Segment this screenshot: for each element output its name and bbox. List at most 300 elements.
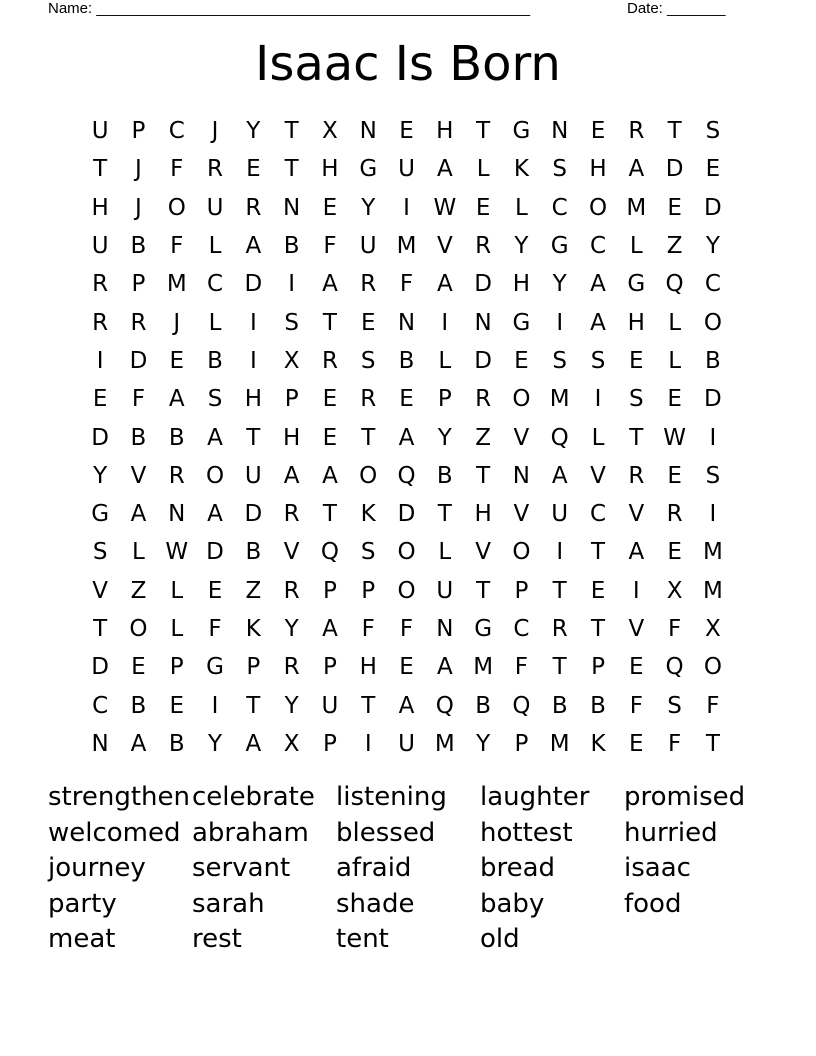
grid-cell: A [207,501,223,528]
grid-cell: F [131,386,146,413]
grid-cell: T [590,616,606,642]
grid-cell: G [512,118,531,145]
grid-cell: F [208,616,222,642]
grid-cell: C [207,271,224,298]
grid-cell: E [169,692,185,719]
grid-cell: O [512,386,531,413]
word-list-item: strengthen [48,782,190,812]
grid-cell: Y [437,424,452,451]
page-title: Isaac Is Born [255,36,561,92]
word-list-item: journey [48,853,146,883]
grid-cell: T [705,730,720,757]
grid-cell: S [705,462,721,489]
grid-cell: E [590,118,606,145]
grid-cell: R [283,577,300,604]
grid-cell: B [130,692,147,719]
grid-cell: T [476,577,491,604]
grid-cell: N [359,118,377,145]
grid-cell: B [168,424,185,451]
grid-cell: E [629,347,644,374]
grid-cell: A [207,424,223,451]
grid-cell: W [165,539,189,566]
grid-cell: O [397,577,416,604]
grid-cell: P [322,730,337,757]
grid-cell: O [205,462,225,489]
grid-cell: I [211,692,219,719]
grid-cell: P [322,577,337,604]
grid-cell: U [321,692,339,719]
grid-cell: V [590,462,606,489]
grid-cell: P [361,577,376,604]
grid-cell: J [135,194,142,221]
grid-cell: M [626,194,647,221]
grid-cell: I [556,309,564,336]
grid-cell: N [551,118,569,145]
grid-cell: E [705,156,721,183]
grid-cell: C [551,194,568,221]
grid-cell: G [512,309,531,336]
grid-cell: Q [320,539,339,566]
grid-cell: F [170,156,184,183]
word-list-item: hottest [480,817,573,848]
grid-cell: Y [284,692,299,719]
grid-cell: M [702,577,723,604]
grid-cell: O [703,309,722,336]
word-list-item: food [624,888,682,919]
grid-cell: E [399,654,414,681]
grid-cell: F [667,730,682,757]
grid-cell: F [323,233,337,260]
grid-cell: V [628,501,645,528]
grid-cell: H [359,654,377,681]
grid-cell: T [552,654,567,681]
word-list-item: old [480,924,520,954]
grid-cell: O [703,654,722,681]
grid-cell: Q [397,462,416,489]
grid-cell: L [208,233,222,260]
grid-cell: A [436,654,453,681]
grid-cell: A [590,271,606,298]
grid-cell: T [667,118,682,145]
grid-cell: Z [475,424,491,451]
grid-cell: P [131,271,146,298]
grid-cell: D [129,347,148,374]
grid-cell: S [705,118,721,145]
grid-cell: A [130,730,147,757]
grid-cell: D [91,654,109,681]
grid-cell: F [629,692,643,719]
grid-cell: H [321,156,339,183]
grid-cell: I [96,347,104,374]
grid-cell: M [549,730,570,757]
grid-cell: A [436,271,453,298]
grid-cell: Z [130,577,147,604]
grid-cell: R [207,156,224,183]
grid-cell: O [588,194,608,221]
grid-cell: E [360,309,376,336]
grid-cell: A [322,616,338,642]
grid-cell: F [170,233,184,260]
grid-cell: W [663,424,686,451]
grid-cell: U [244,462,262,489]
grid-cell: P [246,654,261,681]
grid-cell: S [207,386,223,413]
grid-cell: R [283,654,300,681]
grid-cell: T [246,692,261,719]
grid-cell: F [667,616,682,642]
grid-cell: Y [93,462,108,489]
word-list [48,780,768,958]
grid-cell: L [668,309,682,336]
grid-cell: L [438,539,452,566]
grid-cell: I [709,501,717,528]
grid-cell: P [591,654,605,681]
grid-cell: Y [705,233,720,260]
grid-cell: D [91,424,109,451]
grid-cell: E [246,156,261,183]
grid-cell: B [436,462,453,489]
grid-cell: T [93,156,108,183]
grid-cell: E [399,386,414,413]
grid-cell: R [130,309,147,336]
grid-cell: S [360,539,376,566]
grid-cell: P [131,118,146,145]
grid-cell: E [667,194,682,221]
word-list-item: promised [624,782,746,812]
grid-cell: C [513,616,530,642]
grid-cell: E [399,118,414,145]
grid-cell: K [360,501,376,528]
word-list-item: welcomed [48,817,181,848]
grid-cell: L [476,156,490,183]
grid-cell: X [666,577,683,604]
grid-cell: R [551,616,568,642]
word-list-item: shade [336,888,415,919]
grid-cell: A [130,501,147,528]
grid-cell: A [551,462,568,489]
grid-cell: R [283,501,300,528]
grid-cell: B [398,347,415,374]
grid-cell: Q [550,424,569,451]
grid-cell: H [627,309,645,336]
grid-cell: R [628,118,645,145]
grid-cell: F [706,692,720,719]
grid-cell: E [169,347,185,374]
grid-cell: E [322,424,338,451]
grid-cell: A [436,156,453,183]
grid-cell: Y [208,730,223,757]
grid-cell: A [245,730,262,757]
grid-cell: B [590,692,606,719]
grid-cell: H [282,424,301,451]
grid-cell: C [589,233,607,260]
grid-cell: N [283,194,301,221]
grid-cell: P [284,386,299,413]
grid-cell: M [702,539,723,566]
grid-cell: N [168,501,186,528]
grid-cell: A [398,692,415,719]
word-list-item: blessed [336,817,436,848]
word-list-item: rest [192,924,242,954]
grid-cell: B [130,424,147,451]
grid-cell: C [92,692,109,719]
grid-cell: H [589,156,607,183]
grid-cell: T [476,118,491,145]
date-field-label: Date: _______ [627,0,726,17]
grid-cell: A [322,271,338,298]
grid-cell: V [436,233,453,260]
grid-cell: B [130,233,147,260]
grid-cell: D [704,386,722,413]
grid-cell: E [667,386,682,413]
grid-cell: M [166,271,187,298]
grid-cell: T [322,309,337,336]
grid-cell: A [168,386,185,413]
grid-cell: T [361,692,376,719]
grid-cell: C [589,501,607,528]
grid-cell: E [92,386,108,413]
grid-cell: S [667,692,682,719]
grid-cell: T [361,424,376,451]
grid-cell: B [168,730,185,757]
word-list-item: isaac [624,853,691,883]
grid-cell: T [437,501,452,528]
grid-cell: L [438,347,452,374]
grid-cell: I [632,577,640,604]
grid-cell: V [92,577,109,604]
grid-cell: I [594,386,602,413]
grid-cell: U [91,118,109,145]
grid-cell: T [590,539,606,566]
grid-cell: G [627,271,646,298]
grid-cell: V [628,616,645,642]
grid-cell: R [92,271,109,298]
grid-cell: O [129,616,148,642]
grid-cell: R [475,386,492,413]
grid-cell: L [629,233,643,260]
grid-cell: B [283,233,300,260]
grid-cell: Z [245,577,262,604]
grid-cell: M [396,233,417,260]
grid-cell: Y [514,233,529,260]
grid-cell: D [206,539,224,566]
grid-cell: X [322,118,338,145]
grid-cell: I [556,539,564,566]
grid-cell: E [667,539,682,566]
grid-cell: Y [552,271,567,298]
grid-cell: I [364,730,372,757]
grid-cell: U [398,730,415,757]
grid-cell: Q [512,692,531,719]
grid-cell: L [515,194,528,221]
grid-cell: N [436,616,454,642]
grid-cell: T [93,616,108,642]
grid-cell: T [552,577,567,604]
grid-cell: A [628,539,645,566]
grid-cell: H [474,501,492,528]
word-list-item: laughter [480,782,590,812]
grid-cell: F [399,271,414,298]
grid-cell: D [244,271,263,298]
grid-cell: T [246,424,261,451]
grid-cell: Q [665,271,684,298]
letter-grid [81,112,732,763]
grid-cell: L [668,347,682,374]
grid-cell: S [590,347,606,374]
grid-cell: P [437,386,452,413]
grid-cell: V [283,539,300,566]
grid-cell: A [283,462,300,489]
grid-cell: P [169,654,184,681]
word-list-item: abraham [192,817,309,848]
grid-cell: K [513,156,529,183]
grid-cell: E [475,194,491,221]
word-list-item: celebrate [192,782,315,812]
grid-cell: E [207,577,223,604]
grid-cell: L [208,309,222,336]
grid-cell: X [283,347,300,374]
grid-cell: R [245,194,262,221]
grid-cell: R [360,271,377,298]
grid-cell: T [284,118,299,145]
grid-cell: Q [435,692,454,719]
grid-cell: I [288,271,296,298]
grid-cell: Y [246,118,261,145]
grid-cell: E [667,462,682,489]
grid-cell: U [359,233,377,260]
grid-cell: T [322,501,337,528]
grid-cell: H [436,118,454,145]
grid-cell: S [552,156,568,183]
word-list-item: listening [336,782,447,812]
grid-cell: A [322,462,338,489]
grid-cell: N [474,309,492,336]
grid-cell: E [590,577,606,604]
grid-cell: J [173,309,181,336]
grid-cell: T [629,424,644,451]
grid-cell: E [514,347,529,374]
name-field-label: Name: ____________________________________________________ [48,0,531,17]
grid-cell: M [473,654,494,681]
grid-cell: D [665,156,684,183]
grid-cell: A [590,309,606,336]
grid-cell: Y [284,616,299,642]
grid-cell: O [359,462,378,489]
grid-cell: I [709,424,717,451]
grid-cell: D [704,194,722,221]
grid-cell: K [245,616,261,642]
grid-cell: I [403,194,410,221]
grid-cell: O [167,194,186,221]
grid-cell: G [550,233,569,260]
grid-cell: Y [361,194,376,221]
grid-cell: R [666,501,683,528]
grid-cell: J [211,118,219,145]
grid-cell: V [513,424,530,451]
grid-cell: P [514,577,529,604]
grid-cell: U [91,233,109,260]
grid-cell: N [91,730,109,757]
header-line [48,0,748,20]
grid-cell: E [322,386,338,413]
grid-cell: F [514,654,529,681]
grid-cell: R [360,386,377,413]
grid-cell: S [552,347,568,374]
grid-cell: C [168,118,185,145]
grid-cell: Y [476,730,491,757]
grid-cell: T [284,156,299,183]
grid-cell: D [397,501,416,528]
grid-cell: L [591,424,605,451]
grid-cell: L [132,539,145,566]
grid-cell: L [170,577,184,604]
grid-cell: V [130,462,147,489]
grid-cell: B [475,692,491,719]
grid-cell: E [629,654,644,681]
grid-cell: V [513,501,530,528]
grid-cell: M [434,730,455,757]
grid-cell: G [206,654,224,681]
word-list-item: baby [480,888,545,919]
grid-cell: A [628,156,645,183]
grid-cell: X [283,730,300,757]
grid-cell: F [399,616,414,642]
grid-cell: O [397,539,416,566]
grid-cell: O [512,539,531,566]
grid-cell: Q [665,654,684,681]
grid-cell: S [92,539,108,566]
grid-cell: B [245,539,262,566]
grid-cell: U [551,501,569,528]
grid-cell: B [207,347,223,374]
grid-cell: G [359,156,378,183]
grid-cell: R [475,233,492,260]
grid-cell: H [91,194,109,221]
grid-cell: P [322,654,337,681]
grid-cell: B [705,347,721,374]
grid-cell: G [474,616,493,642]
word-list-item: servant [192,853,291,883]
grid-cell: W [433,194,457,221]
grid-cell: Z [666,233,683,260]
grid-cell: B [551,692,568,719]
grid-cell: I [249,309,257,336]
grid-cell: A [398,424,415,451]
grid-cell: M [549,386,570,413]
grid-cell: V [475,539,491,566]
grid-cell: D [474,271,492,298]
grid-cell: T [476,462,491,489]
grid-cell: L [170,616,184,642]
grid-cell: D [474,347,492,374]
grid-cell: R [321,347,338,374]
grid-cell: K [590,730,606,757]
grid-cell: I [249,347,257,374]
grid-cell: R [628,462,645,489]
grid-cell: U [436,577,454,604]
grid-cell: J [135,156,142,183]
grid-cell: E [322,194,338,221]
word-list-item: sarah [192,888,265,919]
grid-cell: U [398,156,415,183]
grid-cell: G [91,501,110,528]
word-list-item: bread [480,853,556,883]
grid-cell: R [92,309,109,336]
grid-cell: S [629,386,644,413]
word-list-item: meat [48,924,116,954]
grid-cell: N [512,462,531,489]
grid-cell: S [284,309,299,336]
